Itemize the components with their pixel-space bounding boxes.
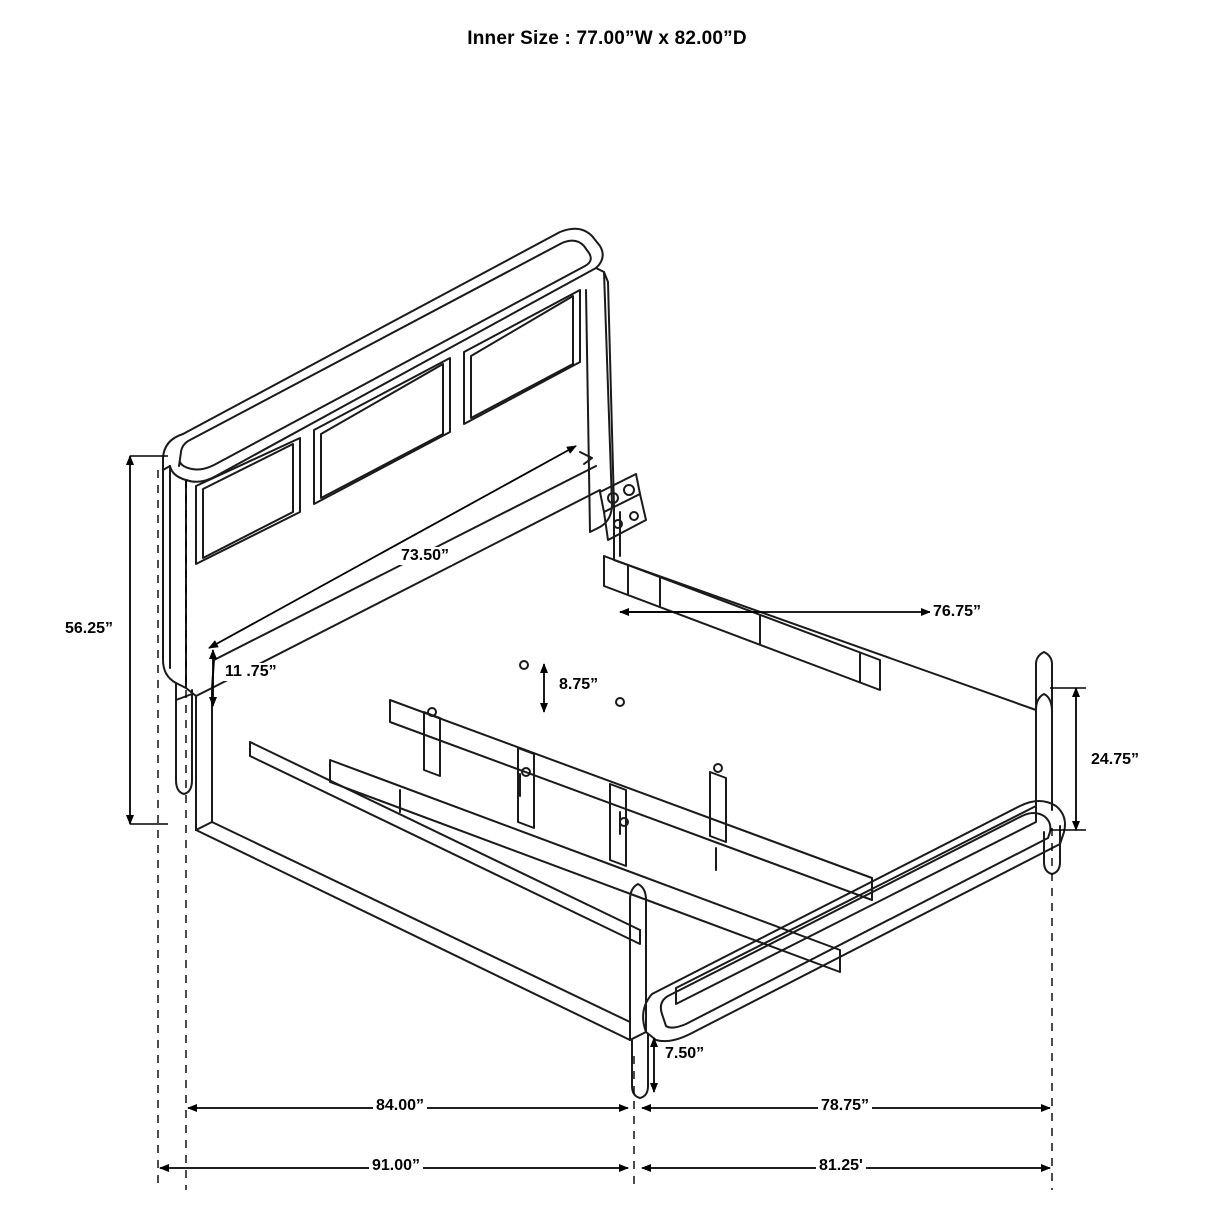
dim-headboard-height: 56.25”	[62, 620, 116, 638]
dim-overall-width-upper: 78.75”	[818, 1097, 872, 1115]
dim-headboard-panel-width: 73.50”	[398, 547, 452, 565]
dim-overall-depth-lower: 91.00”	[369, 1157, 423, 1175]
page-title: Inner Size : 77.00”W x 82.00”D	[467, 28, 747, 49]
dim-overall-depth-upper: 84.00”	[373, 1097, 427, 1115]
dim-footboard-height: 24.75”	[1088, 751, 1142, 769]
dim-slat-support-height: 8.75”	[556, 676, 601, 694]
dim-rail-to-slat-height: 11 .75”	[222, 663, 280, 681]
dim-side-rail-length: 76.75”	[930, 603, 984, 621]
dim-overall-width-lower: 81.25'	[816, 1157, 866, 1175]
dim-footboard-leg-clearance: 7.50”	[662, 1045, 707, 1063]
